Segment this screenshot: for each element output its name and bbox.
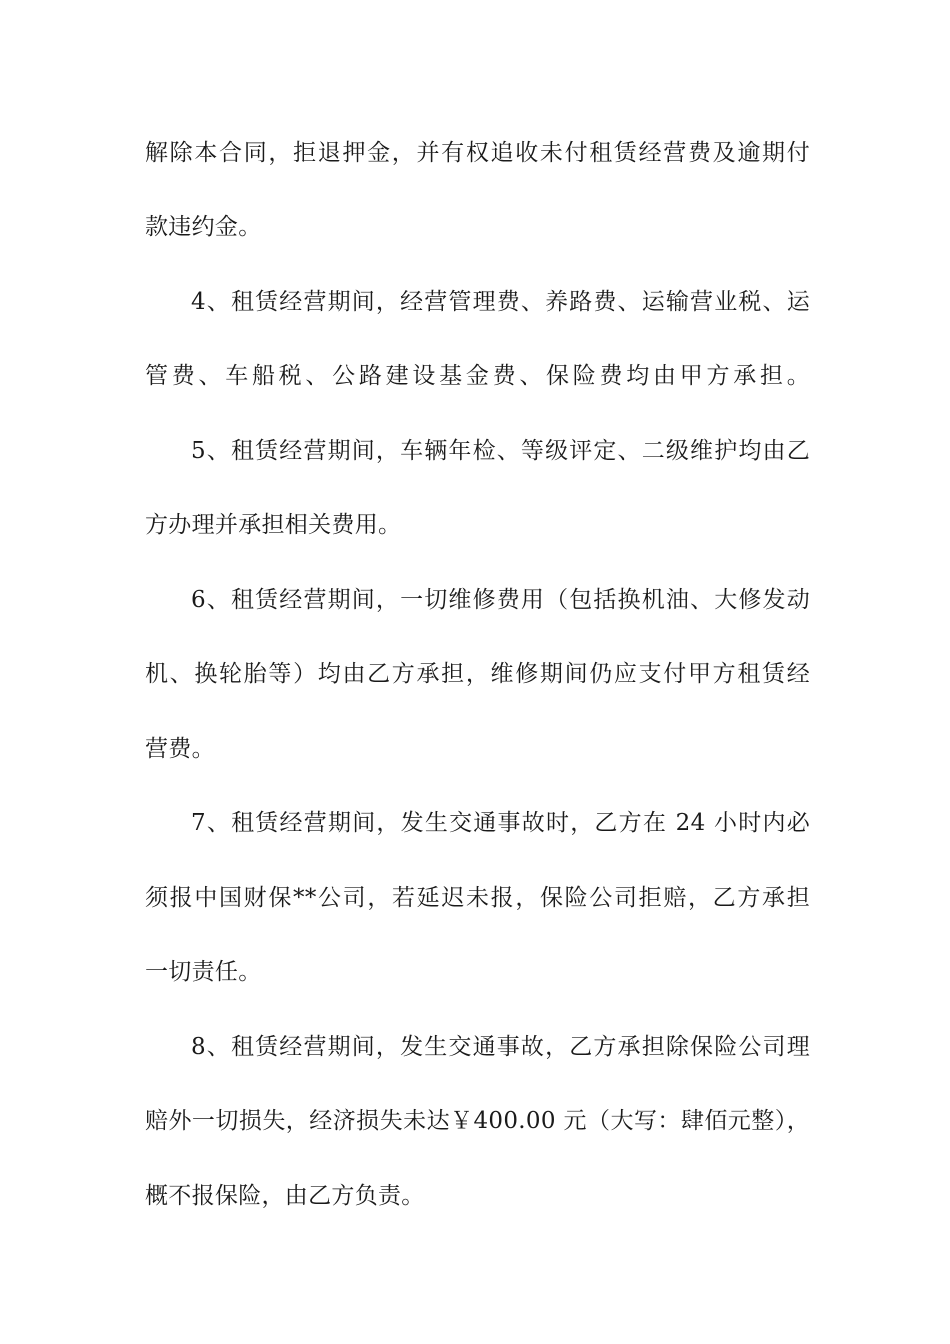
paragraph-first-line: 7、租赁经营期间，发生交通事故时，乙方在 24 小时内必 — [191, 810, 810, 836]
paragraph-first-line: 6、租赁经营期间，一切维修费用（包括换机油、大修发动 — [191, 587, 810, 613]
text-line: 须报中国财保**公司，若延迟未报，保险公司拒赔，乙方承担 — [145, 885, 810, 911]
text-line: 营费。 — [145, 736, 215, 762]
text-line: 一切责任。 — [145, 959, 262, 985]
paragraph-first-line: 4、租赁经营期间，经营管理费、养路费、运输营业税、运 — [191, 289, 810, 315]
paragraph-first-line: 5、租赁经营期间，车辆年检、等级评定、二级维护均由乙 — [191, 438, 810, 464]
text-line: 机、换轮胎等）均由乙方承担，维修期间仍应支付甲方租赁经 — [145, 661, 810, 687]
text-line: 赔外一切损失，经济损失未达￥400.00 元（大写：肆佰元整）， — [145, 1108, 810, 1134]
text-line: 方办理并承担相关费用。 — [145, 512, 402, 538]
paragraph-first-line: 8、租赁经营期间，发生交通事故，乙方承担除保险公司理 — [191, 1034, 810, 1060]
text-line: 款违约金。 — [145, 214, 262, 240]
text-line: 概不报保险，由乙方负责。 — [145, 1183, 425, 1209]
text-line: 管费、车船税、公路建设基金费、保险费均由甲方承担。 — [145, 363, 810, 389]
text-line: 解除本合同，拒退押金，并有权追收未付租赁经营费及逾期付 — [145, 140, 810, 166]
